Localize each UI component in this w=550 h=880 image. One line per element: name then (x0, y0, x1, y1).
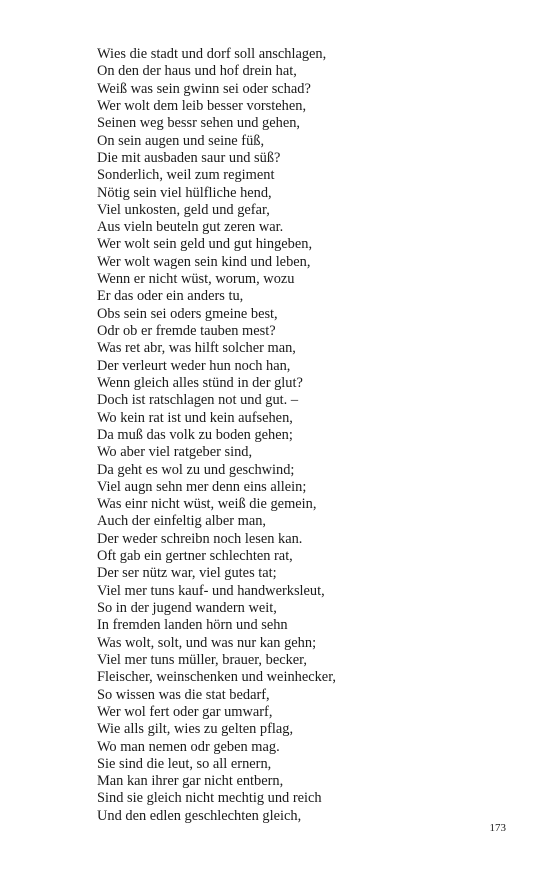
poem-line: Viel unkosten, geld und gefar, (97, 201, 270, 218)
poem-line: Weiß was sein gwinn sei oder schad? (97, 80, 311, 97)
poem-line: Nötig sein viel hülfliche hend, (97, 184, 272, 201)
poem-line: Doch ist ratschlagen not und gut. – (97, 392, 299, 409)
poem-line: On den der haus und hof drein hat, (97, 63, 297, 80)
poem-line: Aus vieln beuteln gut zeren war. (97, 219, 284, 236)
poem-line: Sind sie gleich nicht mechtig und reich (97, 790, 322, 807)
poem-text (97, 46, 497, 825)
poem-line: Da muß das volk zu boden gehen; (97, 426, 293, 443)
poem-line: Odr ob er fremde tauben mest? (97, 323, 276, 339)
poem-line: Wies die stadt und dorf soll anschlagen, (97, 46, 327, 62)
poem-line: Viel augn sehn mer denn eins allein; (97, 478, 307, 495)
poem-line: Was ret abr, was hilft solcher man, (97, 340, 296, 357)
poem-line: Wo man nemen odr geben mag. (97, 738, 280, 755)
poem-line: Der weder schreibn noch lesen kan. (97, 530, 303, 547)
poem-line: Wer wolt wagen sein kind und leben, (97, 253, 311, 270)
poem-line: So in der jugend wandern weit, (97, 600, 277, 616)
poem-line: Wie alls gilt, wies zu gelten pflag, (97, 721, 294, 738)
page-number: 173 (489, 822, 506, 834)
poem-line: Man kan ihrer gar nicht entbern, (97, 773, 284, 790)
poem-line: Was wolt, solt, und was nur kan gehn; (97, 634, 317, 651)
poem-line: Sonderlich, weil zum regiment (97, 167, 275, 184)
poem-line: Wer wolt dem leib besser vorstehen, (97, 97, 307, 114)
poem-line: Der verleurt weder hun noch han, (97, 357, 291, 374)
poem-line: On sein augen und seine füß, (97, 132, 265, 149)
poem-line: Auch der einfeltig alber man, (97, 513, 267, 530)
poem-line: Wo kein rat ist und kein aufsehen, (97, 409, 293, 426)
poem-line: So wissen was die stat bedarf, (97, 686, 270, 703)
poem-line: Wenn er nicht wüst, worum, wozu (97, 271, 295, 288)
poem-line: Wer wol fert oder gar umwarf, (97, 703, 273, 720)
poem-line: In fremden landen hörn und sehn (97, 617, 288, 634)
poem-line: Wenn gleich alles stünd in der glut? (97, 374, 303, 391)
poem-line: Der ser nütz war, viel gutes tat; (97, 565, 277, 582)
poem-line: Da geht es wol zu und geschwind; (97, 461, 295, 478)
poem-line: Er das oder ein anders tu, (97, 288, 244, 305)
poem-line: Die mit ausbaden saur und süß? (97, 149, 281, 166)
poem-line: Viel mer tuns kauf- und handwerksleut, (97, 582, 325, 599)
poem-line: Sie sind die leut, so all ernern, (97, 755, 272, 772)
poem-line: Fleischer, weinschenken und weinhecker, (97, 669, 337, 686)
poem-line: Was einr nicht wüst, weiß die gemein, (97, 496, 317, 513)
poem-line: Oft gab ein gertner schlechten rat, (97, 548, 293, 565)
poem-line: Wo aber viel ratgeber sind, (97, 444, 253, 461)
poem-line: Wer wolt sein geld und gut hingeben, (97, 236, 313, 253)
poem-line: Und den edlen geschlechten gleich, (97, 807, 302, 824)
poem-line: Viel mer tuns müller, brauer, becker, (97, 651, 307, 668)
poem-line: Seinen weg bessr sehen und gehen, (97, 115, 301, 132)
poem-line: Obs sein sei oders gmeine best, (97, 305, 278, 322)
